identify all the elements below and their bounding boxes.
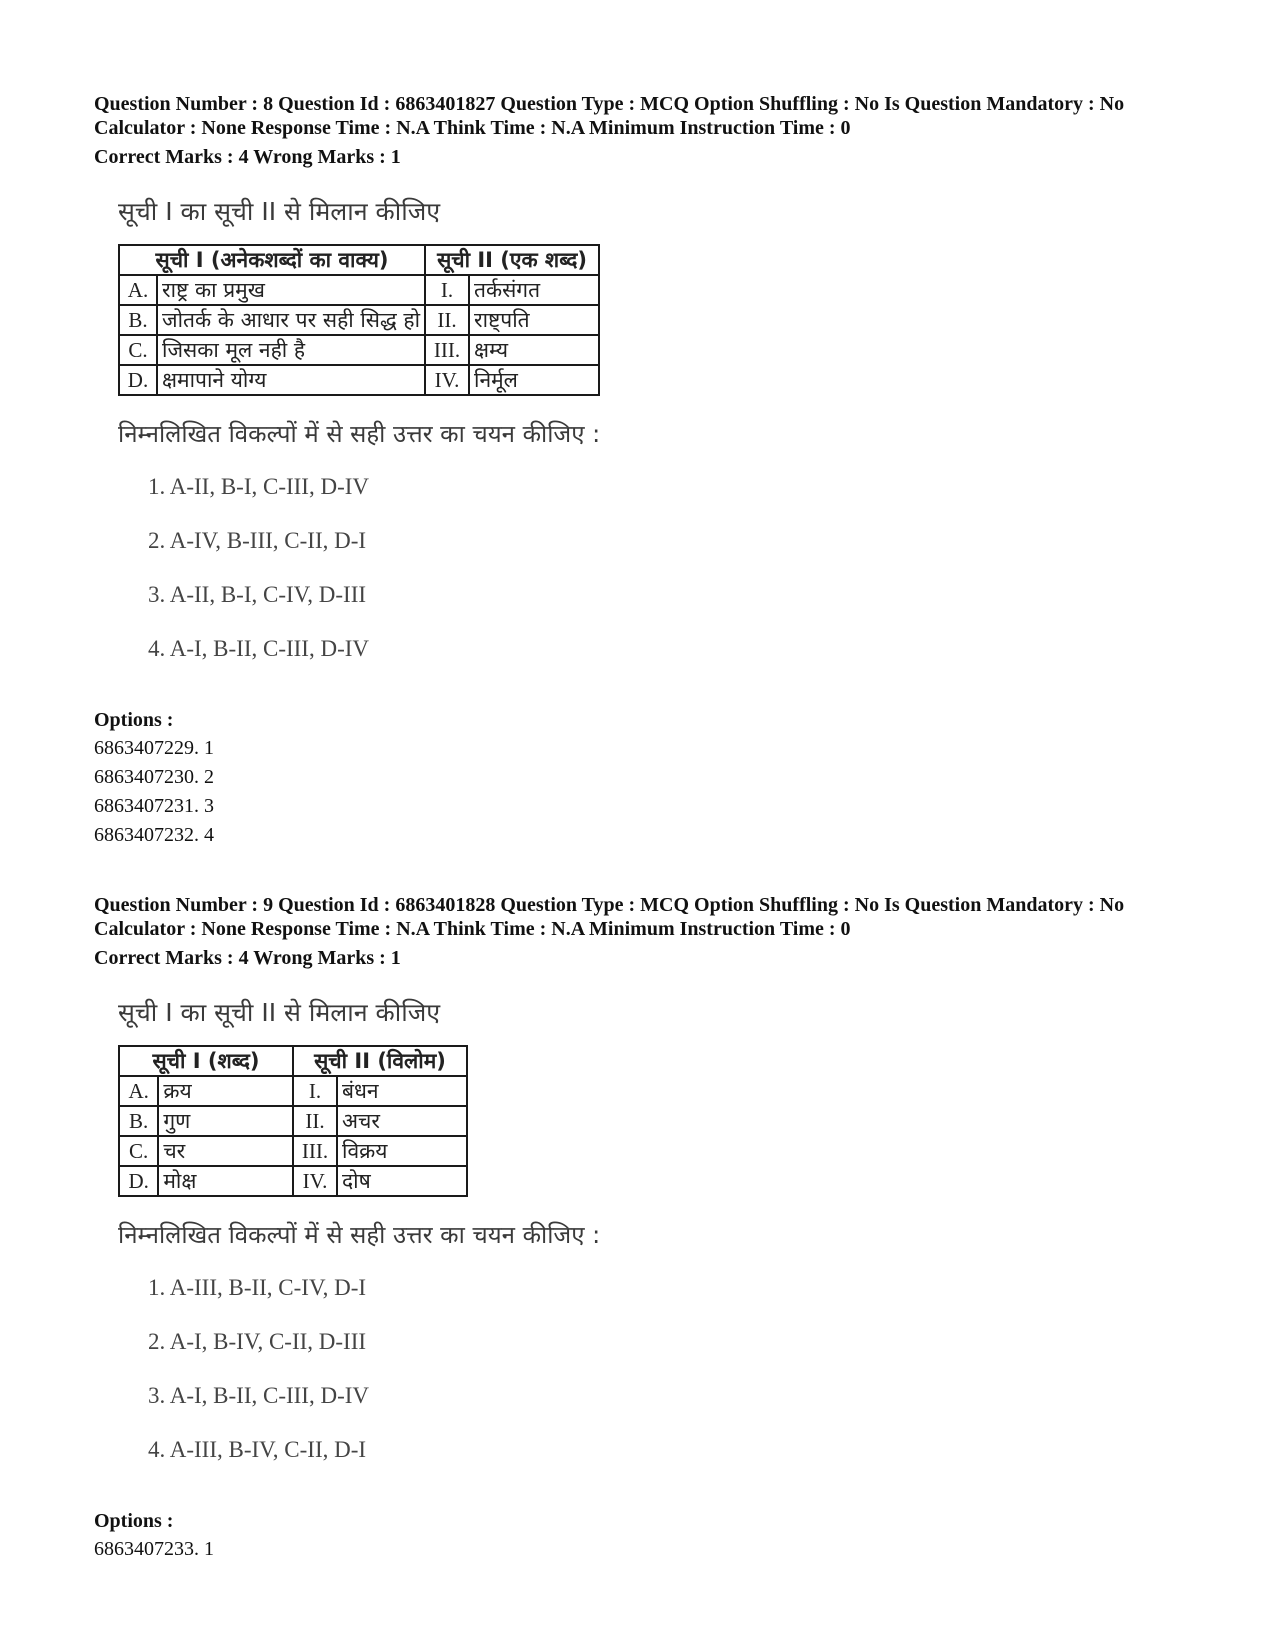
match-instruction: सूची I का सूची II से मिलान कीजिए [118, 197, 441, 226]
select-prompt: निम्नलिखित विकल्पों में से सही उत्तर का चयन कीजिए : [118, 1221, 601, 1249]
table-row [119, 275, 599, 305]
question-meta-line-1: Question Number : 9 Question Id : 6863401828 Question Type : MCQ Option Shuffling : No Is Question Mandatory : No [94, 894, 1125, 916]
table-row [119, 1166, 467, 1196]
choice-item: 2. A-IV, B-III, C-II, D-I [148, 528, 367, 553]
column-header-list-2: सूची II (विलोम) [293, 1046, 467, 1076]
row-roman: III. [293, 1136, 337, 1166]
question-meta-line-2: Calculator : None Response Time : N.A Think Time : N.A Minimum Instruction Time : 0 [94, 918, 851, 940]
table-row [119, 305, 599, 335]
row-right: विक्रय [337, 1136, 467, 1166]
options-label: Options : [94, 1510, 174, 1532]
choice-list [118, 472, 600, 664]
select-prompt: निम्नलिखित विकल्पों में से सही उत्तर का चयन कीजिए : [118, 420, 601, 448]
option-item: 6863407229. 1 [94, 737, 214, 759]
match-table [118, 1045, 468, 1197]
column-header-list-1: सूची I (शब्द) [119, 1046, 293, 1076]
option-item: 6863407230. 2 [94, 766, 214, 788]
row-key: D. [119, 365, 157, 395]
row-roman: II. [293, 1106, 337, 1136]
row-roman: I. [293, 1076, 337, 1106]
row-left: राष्ट्र का प्रमुख [157, 275, 425, 305]
option-item: 6863407233. 1 [94, 1538, 214, 1560]
match-table-header [119, 245, 599, 275]
row-right: निर्मूल [469, 365, 599, 395]
marks-line: Correct Marks : 4 Wrong Marks : 1 [94, 947, 401, 969]
row-left: क्षमापाने योग्य [157, 365, 425, 395]
choice-item: 4. A-III, B-IV, C-II, D-I [148, 1437, 367, 1462]
row-key: B. [119, 305, 157, 335]
row-right: तर्कसंगत [469, 275, 599, 305]
table-row [119, 1106, 467, 1136]
row-key: C. [119, 1136, 158, 1166]
match-table [118, 244, 600, 396]
table-row [119, 365, 599, 395]
question-8-header [94, 92, 1204, 169]
row-roman: IV. [293, 1166, 337, 1196]
row-roman: I. [425, 275, 469, 305]
row-right: अचर [337, 1106, 467, 1136]
row-key: D. [119, 1166, 158, 1196]
row-left: चर [158, 1136, 293, 1166]
option-item: 6863407231. 3 [94, 795, 214, 817]
choice-item: 1. A-III, B-II, C-IV, D-I [148, 1275, 367, 1300]
match-table-header [119, 1046, 467, 1076]
row-key: B. [119, 1106, 158, 1136]
row-roman: IV. [425, 365, 469, 395]
marks-line: Correct Marks : 4 Wrong Marks : 1 [94, 146, 401, 168]
choice-item: 4. A-I, B-II, C-III, D-IV [148, 636, 369, 661]
row-right: दोष [337, 1166, 467, 1196]
row-left: जिसका मूल नही है [157, 335, 425, 365]
question-meta-line-1: Question Number : 8 Question Id : 6863401827 Question Type : MCQ Option Shuffling : No Is Question Mandatory : No [94, 93, 1125, 115]
row-key: A. [119, 1076, 158, 1106]
question-9-body [118, 997, 600, 1465]
match-instruction: सूची I का सूची II से मिलान कीजिए [118, 998, 441, 1027]
question-meta-line-2: Calculator : None Response Time : N.A Think Time : N.A Minimum Instruction Time : 0 [94, 117, 851, 139]
options-label: Options : [94, 709, 174, 731]
row-key: C. [119, 335, 157, 365]
choice-item: 1. A-II, B-I, C-III, D-IV [148, 474, 369, 499]
choice-item: 3. A-II, B-I, C-IV, D-III [148, 582, 367, 607]
row-right: क्षम्य [469, 335, 599, 365]
table-row [119, 1076, 467, 1106]
choice-list [118, 1273, 600, 1465]
table-row [119, 1136, 467, 1166]
option-item: 6863407232. 4 [94, 824, 214, 846]
row-left: गुण [158, 1106, 293, 1136]
table-row [119, 335, 599, 365]
row-right: राष्ट्पति [469, 305, 599, 335]
question-8-body [118, 196, 600, 664]
row-roman: II. [425, 305, 469, 335]
row-right: बंधन [337, 1076, 467, 1106]
choice-item: 2. A-I, B-IV, C-II, D-III [148, 1329, 367, 1354]
row-key: A. [119, 275, 157, 305]
row-left: क्रय [158, 1076, 293, 1106]
column-header-list-1: सूची I (अनेकशब्दों का वाक्य) [119, 245, 425, 275]
row-roman: III. [425, 335, 469, 365]
row-left: मोक्ष [158, 1166, 293, 1196]
column-header-list-2: सूची II (एक शब्द) [425, 245, 599, 275]
row-left: जोतर्क के आधार पर सही सिद्ध हो [157, 305, 425, 335]
question-9-header [94, 893, 1204, 970]
choice-item: 3. A-I, B-II, C-III, D-IV [148, 1383, 369, 1408]
